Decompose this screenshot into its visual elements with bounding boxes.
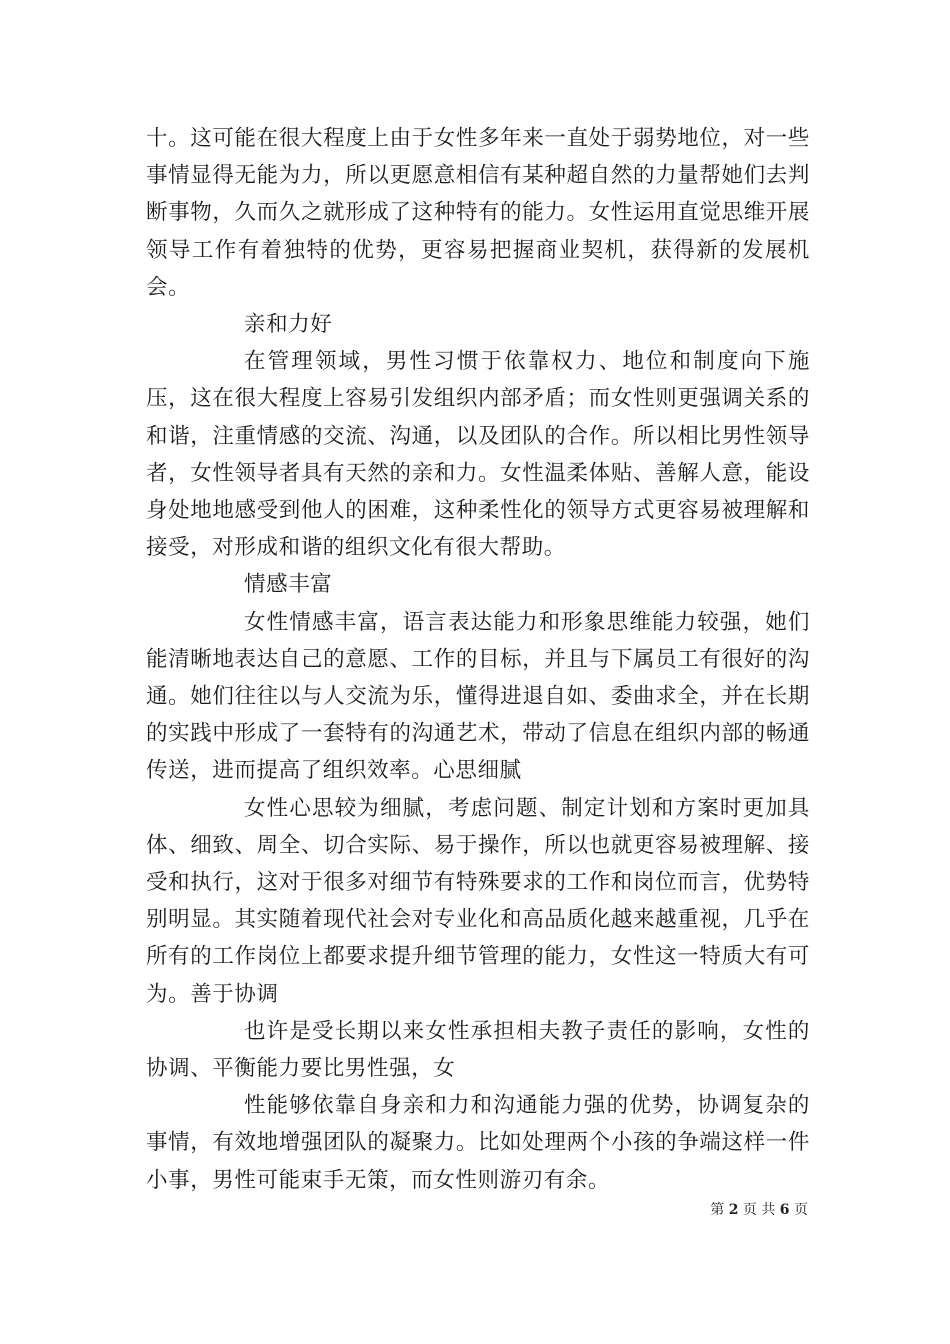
paragraph-coordination-continued: 性能够依靠自身亲和力和沟通能力强的优势，协调复杂的事情，有效地增强团队的凝聚力。比如处理两个小孩的争端这样一件小事，男性可能束手无策，而女性则游刃有余。 xyxy=(146,1093,810,1193)
page-content xyxy=(146,120,810,1199)
paragraph-meticulous: 女性心思较为细腻，考虑问题、制定计划和方案时更加具体、细致、周全、切合实际、易于操作，所以也就更容易被理解、接受和执行，这对于很多对细节有特殊要求的工作和岗位而言，优势特别明显。其实随着现代社会对专业化和高品质化越来越重视，几乎在所有的工作岗位上都要求提升细节管理的能力，女性这一特质大有可为。善于协调 xyxy=(146,795,810,1007)
footer-current-page: 2 xyxy=(728,1202,739,1218)
paragraph-coordination: 也许是受长期以来女性承担相夫教子责任的影响，女性的协调、平衡能力要比男性强，女 xyxy=(146,1018,810,1082)
paragraph-emotion: 女性情感丰富，语言表达能力和形象思维能力较强，她们能清晰地表达自己的意愿、工作的目标，并且与下属员工有很好的沟通。她们往往以与人交流为乐，懂得进退自如、委曲求全，并在长期的实践中形成了一套特有的沟通艺术，带动了信息在组织内部的畅通传送，进而提高了组织效率。心思细腻 xyxy=(146,609,810,784)
footer-total-pages: 6 xyxy=(779,1202,790,1218)
paragraph-intuition-continued: 十。这可能在很大程度上由于女性多年来一直处于弱势地位，对一些事情显得无能为力，所以更愿意相信有某种超自然的力量帮她们去判断事物，久而久之就形成了这种特有的能力。女性运用直觉思维开展领导工作有着独特的优势，更容易把握商业契机，获得新的发展机会。 xyxy=(146,126,810,300)
paragraph-affinity: 在管理领域，男性习惯于依靠权力、地位和制度向下施压，这在很大程度上容易引发组织内部矛盾；而女性则更强调关系的和谐，注重情感的交流、沟通，以及团队的合作。所以相比男性领导者，女性领导者具有天然的亲和力。女性温柔体贴、善解人意，能设身处地地感受到他人的困难，这种柔性化的领导方式更容易被理解和接受，对形成和谐的组织文化有很大帮助。 xyxy=(146,349,810,561)
footer-middle: 页 共 xyxy=(742,1202,776,1218)
page-footer xyxy=(0,1200,808,1220)
heading-emotion: 情感丰富 xyxy=(244,572,333,598)
footer-prefix: 第 xyxy=(710,1202,725,1218)
heading-affinity: 亲和力好 xyxy=(244,312,333,338)
footer-suffix: 页 xyxy=(794,1202,808,1218)
